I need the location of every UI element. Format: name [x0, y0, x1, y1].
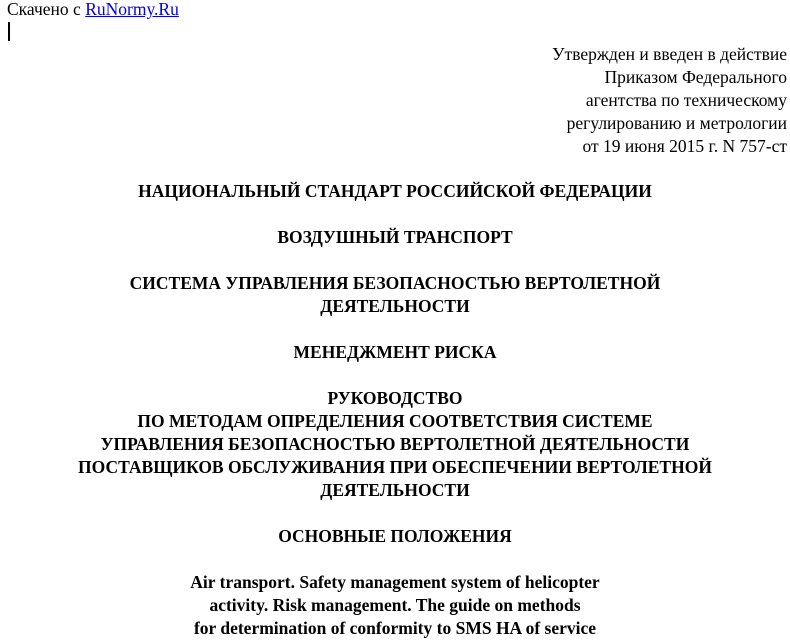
english-title [0, 571, 790, 640]
approval-line: Приказом Федерального [604, 67, 787, 87]
standard-type-text: НАЦИОНАЛЬНЫЙ СТАНДАРТ РОССИЙСКОЙ ФЕДЕРАЦИИ [138, 181, 652, 201]
domain-text: ВОЗДУШНЫЙ ТРАНСПОРТ [277, 227, 513, 247]
guide-heading [0, 387, 790, 502]
guide-line: УПРАВЛЕНИЯ БЕЗОПАСНОСТЬЮ ВЕРТОЛЕТНОЙ ДЕЯТЕЛЬНОСТИ [100, 434, 690, 454]
english-line: activity. Risk management. The guide on methods [209, 595, 581, 615]
subject-text: МЕНЕДЖМЕНТ РИСКА [293, 342, 497, 362]
system-heading [0, 272, 790, 318]
approval-block [552, 43, 787, 158]
domain-heading [0, 226, 790, 249]
source-prefix: Скачено с [7, 0, 86, 19]
source-link[interactable]: RuNormy.Ru [85, 0, 179, 19]
guide-line: ПО МЕТОДАМ ОПРЕДЕЛЕНИЯ СООТВЕТСТВИЯ СИСТЕМЕ [137, 411, 653, 431]
approval-line: от 19 июня 2015 г. N 757-ст [582, 136, 787, 156]
english-line: Air transport. Safety management system of helicopter [190, 572, 600, 592]
english-line: for determination of conformity to SMS HA of service [193, 618, 597, 638]
system-line: ДЕЯТЕЛЬНОСТИ [320, 296, 470, 316]
subject-heading [0, 341, 790, 364]
standard-type-heading [0, 180, 790, 203]
guide-line: ПОСТАВЩИКОВ ОБСЛУЖИВАНИЯ ПРИ ОБЕСПЕЧЕНИИ ВЕРТОЛЕТНОЙ [78, 457, 712, 477]
approval-line: Утвержден и введен в действие [552, 44, 787, 64]
guide-line: РУКОВОДСТВО [327, 388, 463, 408]
basic-provisions-text: ОСНОВНЫЕ ПОЛОЖЕНИЯ [278, 526, 512, 546]
source-line [7, 0, 179, 21]
approval-line: регулированию и метрологии [566, 113, 787, 133]
text-cursor [8, 22, 10, 41]
approval-line: агентства по техническому [585, 90, 787, 110]
basic-provisions-heading [0, 525, 790, 548]
guide-line: ДЕЯТЕЛЬНОСТИ [320, 480, 470, 500]
system-line: СИСТЕМА УПРАВЛЕНИЯ БЕЗОПАСНОСТЬЮ ВЕРТОЛЕТНОЙ [129, 273, 661, 293]
